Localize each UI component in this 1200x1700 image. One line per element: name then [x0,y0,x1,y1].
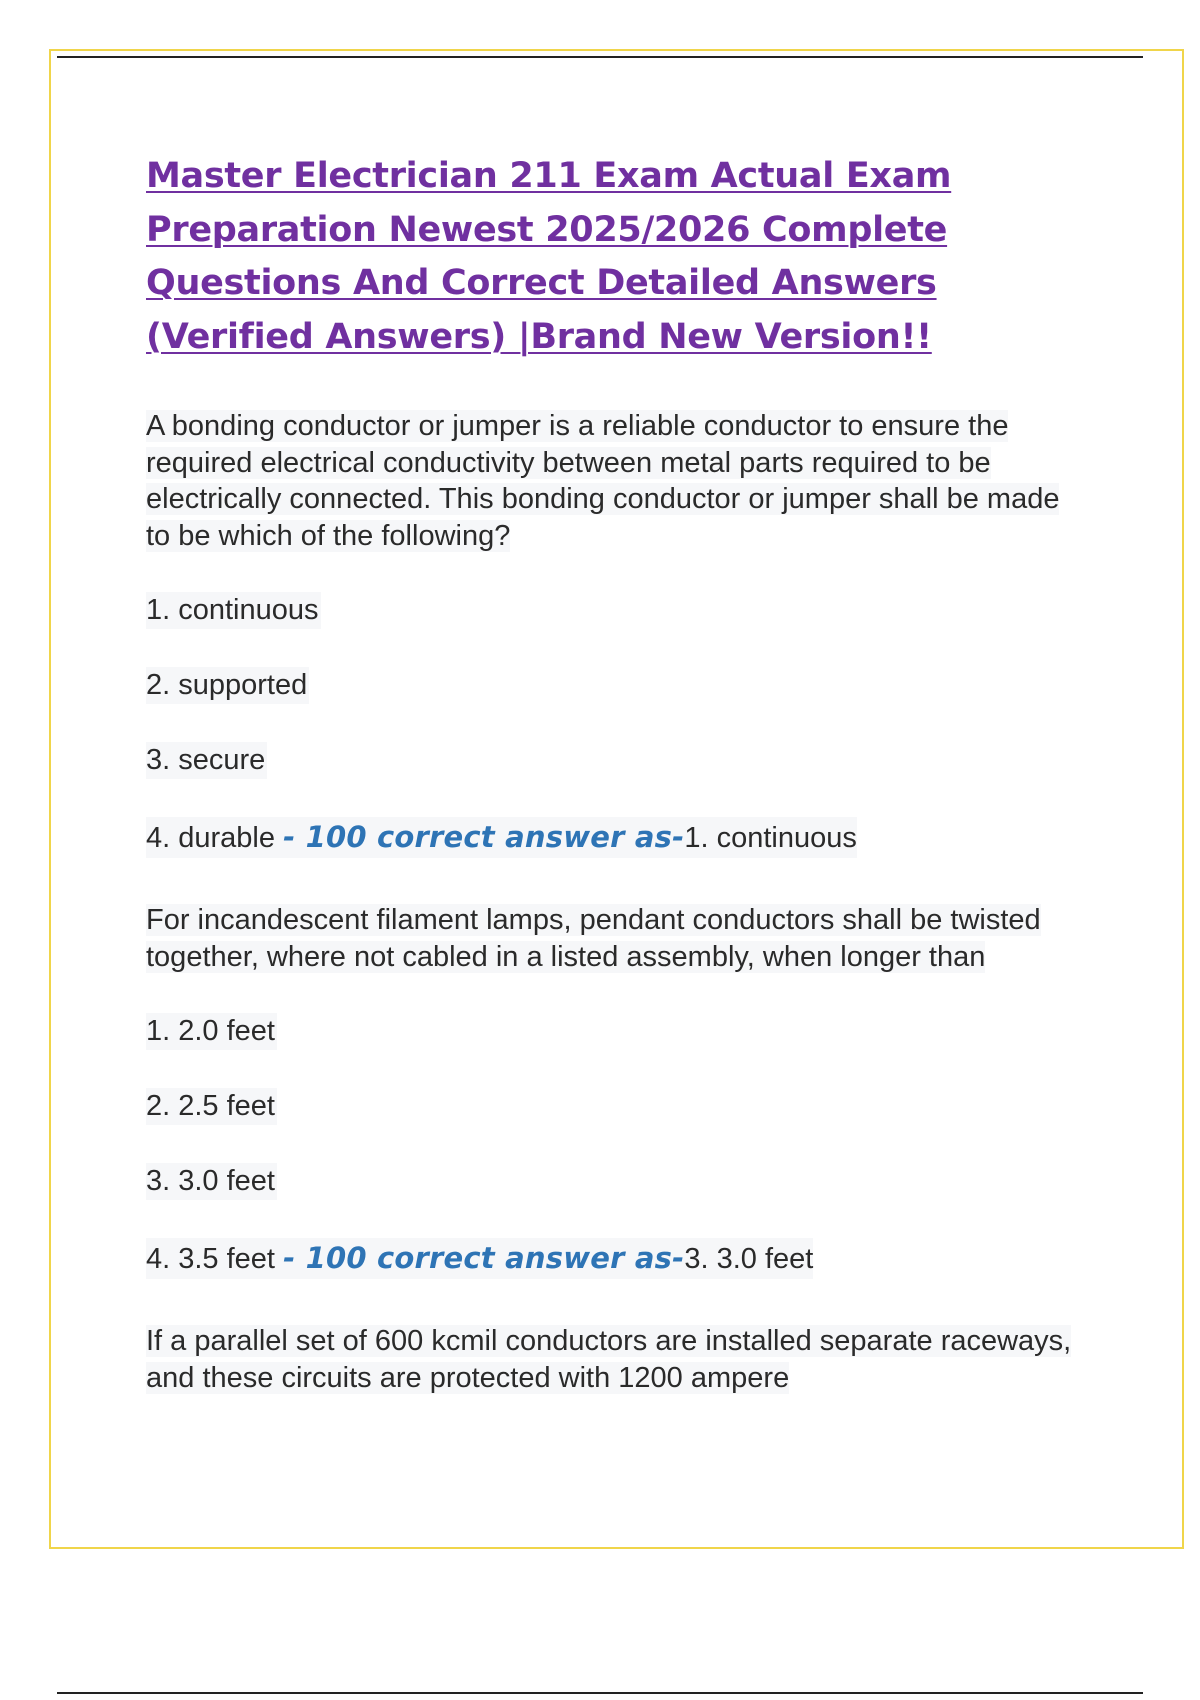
correct-answer-marker: - 100 correct answer as- [283,1241,685,1275]
question-text-wrap [146,902,1086,975]
question-block [146,902,1106,1279]
correct-answer-marker: - 100 correct answer as- [283,820,685,854]
document-title[interactable]: Master Electrician 211 Exam Actual Exam Preparation Newest 2025/2026 Complete Questions And Correct Detailed Answers (Verified Answers) |Brand New Version!! [146,156,952,357]
question-text-wrap [146,408,1086,554]
answer-option-with-key [146,1238,1106,1279]
answer-option [146,592,1106,629]
answer-option [146,1013,1106,1050]
answer-option-with-key [146,817,1106,858]
document-body [146,150,1106,1396]
answer-line [146,1238,813,1279]
answer-option [146,742,1106,779]
question-text: If a parallel set of 600 kcmil conductors are installed separate raceways, and these circuits are protected with 1200 ampere [146,1325,1072,1394]
option-text: 2. 2.5 feet [146,1088,277,1125]
option-text: 2. supported [146,667,309,704]
question-text: A bonding conductor or jumper is a reliable conductor to ensure the required electrical conductivity between metal parts required to be electrically connected. This bonding conductor or jumper shall be made to be which of the following? [146,410,1060,552]
option-text: 4. durable [146,822,275,854]
answer-option [146,1088,1106,1125]
question-block [146,1323,1106,1396]
answer-option [146,667,1106,704]
question-block [146,408,1106,858]
footer-rule [57,1692,1143,1694]
option-text: 1. continuous [146,592,321,629]
option-text: 1. 2.0 feet [146,1013,277,1050]
correct-answer-text: 3. 3.0 feet [684,1243,814,1275]
answer-option [146,1163,1106,1200]
option-text: 4. 3.5 feet [146,1243,275,1275]
option-text: 3. secure [146,742,267,779]
question-text-wrap [146,1323,1086,1396]
header-rule [57,56,1143,58]
correct-answer-text: 1. continuous [684,822,857,854]
question-text: For incandescent filament lamps, pendant conductors shall be twisted together, where not cabled in a listed assembly, when longer than [146,904,1041,973]
option-text: 3. 3.0 feet [146,1163,277,1200]
answer-line [146,817,857,858]
